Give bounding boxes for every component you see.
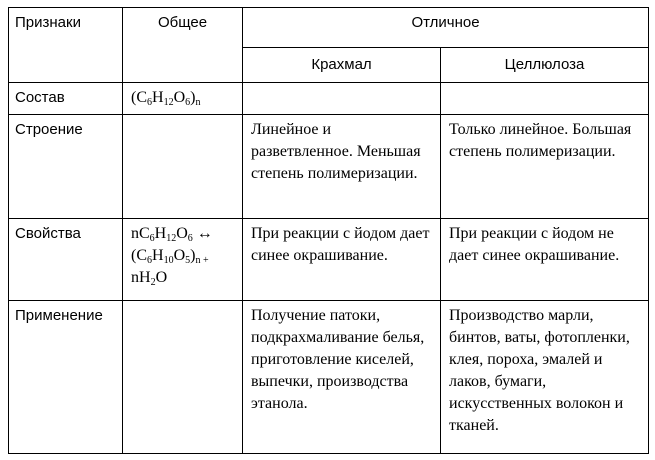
formula-part: nC bbox=[131, 225, 150, 242]
header-common: Общее bbox=[123, 8, 243, 83]
formula-part: (C bbox=[131, 89, 147, 106]
properties-cellulose: При реакции с йодом не дает синее окрашивание. bbox=[441, 219, 649, 301]
formula-subscript: 12 bbox=[163, 97, 174, 108]
formula-subscript: 10 bbox=[163, 255, 174, 266]
application-common bbox=[123, 301, 243, 454]
composition-common-formula bbox=[123, 83, 243, 115]
header-starch: Крахмал bbox=[243, 48, 441, 83]
formula-subscript: n bbox=[195, 97, 201, 108]
arrow-symbol: ↔ bbox=[192, 225, 213, 242]
row-label-application: Применение bbox=[9, 301, 123, 454]
structure-common bbox=[123, 115, 243, 219]
structure-starch: Линейное и разветвленное. Меньшая степень полимеризации. bbox=[243, 115, 441, 219]
table-row-application bbox=[9, 301, 649, 454]
formula-line bbox=[131, 267, 234, 289]
header-different: Отличное bbox=[243, 8, 649, 48]
row-label-composition: Состав bbox=[9, 83, 123, 115]
formula-line bbox=[131, 245, 234, 267]
table-row-structure bbox=[9, 115, 649, 219]
application-cellulose: Производство марли, бинтов, ваты, фотопленки, клея, пороха, эмалей и лаков, бумаги, искусственных волокон и тканей. bbox=[441, 301, 649, 454]
comparison-table bbox=[8, 7, 649, 454]
formula-part: ) bbox=[190, 247, 196, 264]
formula-subscript: 6 bbox=[147, 97, 152, 108]
formula-subscript: 6 bbox=[147, 255, 152, 266]
properties-starch: При реакции с йодом дает синее окрашивание. bbox=[243, 219, 441, 301]
table-row-composition bbox=[9, 83, 649, 115]
application-starch: Получение патоки, подкрахмаливание белья, приготовление киселей, выпечки, производства этанола. bbox=[243, 301, 441, 454]
formula-subscript: 6 bbox=[149, 233, 155, 244]
formula-part: ) bbox=[190, 89, 196, 106]
table-row-properties bbox=[9, 219, 649, 301]
row-label-structure: Строение bbox=[9, 115, 123, 219]
header-cellulose: Целлюлоза bbox=[441, 48, 649, 83]
composition-cellulose bbox=[441, 83, 649, 115]
formula-part: H bbox=[152, 89, 164, 106]
properties-common-formula bbox=[123, 219, 243, 301]
formula-line bbox=[131, 223, 234, 245]
formula-subscript: 6 bbox=[185, 97, 191, 108]
composition-starch bbox=[243, 83, 441, 115]
formula-subscript: 12 bbox=[166, 233, 177, 244]
header-features: Признаки bbox=[9, 8, 123, 83]
formula-part: (C bbox=[131, 247, 147, 264]
formula-subscript: 5 bbox=[185, 255, 191, 266]
formula-part: H bbox=[152, 247, 164, 264]
formula-part: H bbox=[154, 225, 167, 242]
formula-part: O bbox=[155, 269, 168, 286]
formula-subscript: 2 bbox=[150, 277, 156, 288]
formula-part: O bbox=[176, 225, 188, 242]
formula-subscript: 6 bbox=[187, 233, 193, 244]
formula-part: O bbox=[173, 89, 186, 106]
formula-subscript: n + bbox=[195, 255, 209, 266]
formula-part: O bbox=[173, 247, 186, 264]
formula-part: nH bbox=[131, 269, 151, 286]
row-label-properties: Свойства bbox=[9, 219, 123, 301]
structure-cellulose: Только линейное. Большая степень полимеризации. bbox=[441, 115, 649, 219]
header-row bbox=[9, 8, 649, 48]
